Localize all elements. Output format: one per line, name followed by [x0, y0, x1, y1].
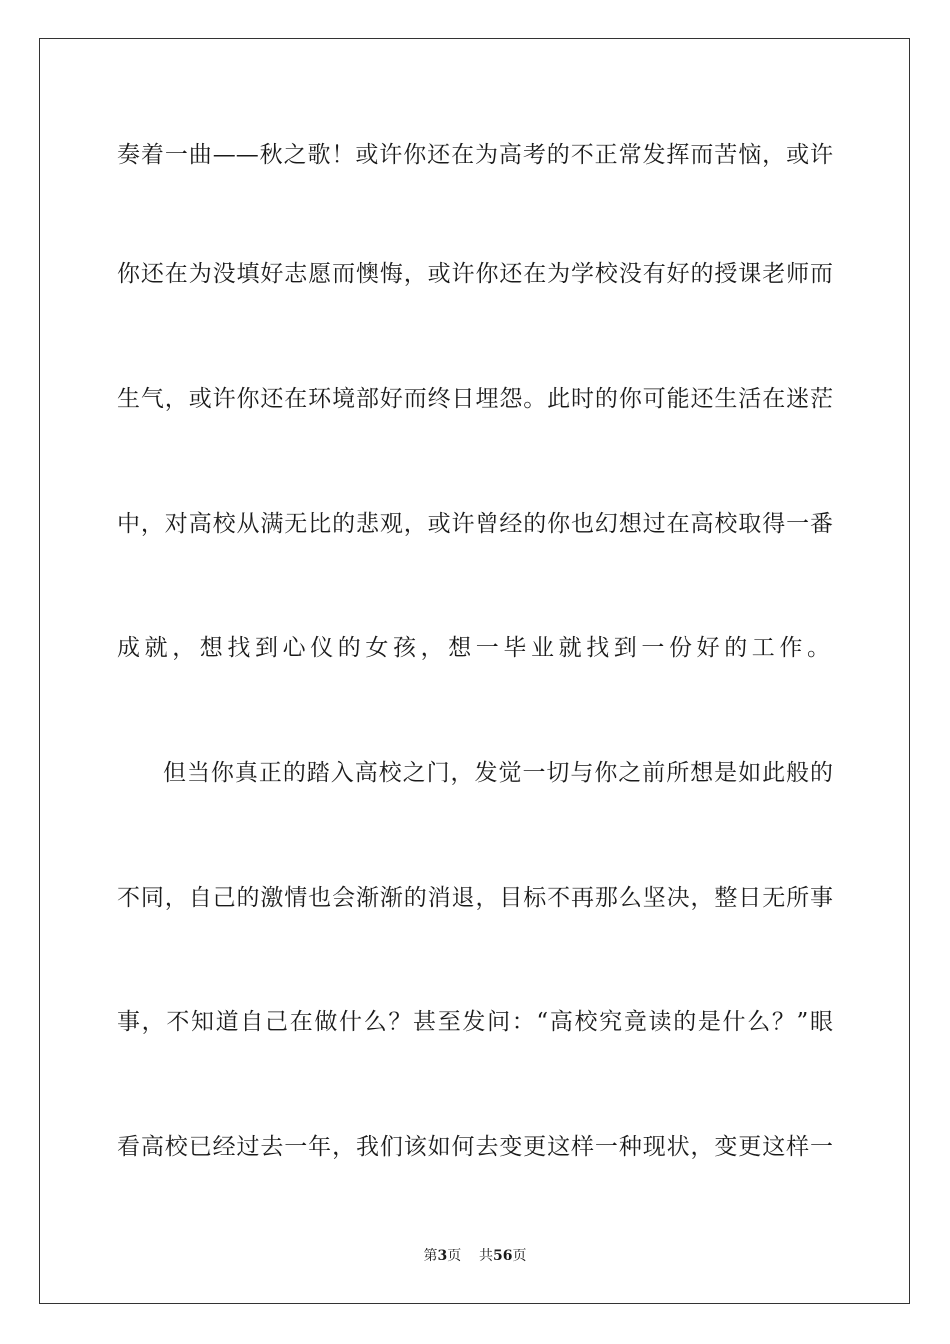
text-line: 成就，想找到心仪的女孩，想一毕业就找到一份好的工作。	[117, 635, 835, 661]
text-line: 事，不知道自己在做什么？甚至发问：“高校究竟读的是什么？”眼	[117, 1009, 833, 1035]
text-line: 奏着一曲——秋之歌！或许你还在为高考的不正常发挥而苦恼，或许	[117, 142, 833, 168]
total-prefix: 共	[479, 1248, 494, 1264]
text-line: 不同，自己的激情也会渐渐的消退，目标不再那么坚决，整日无所事	[117, 885, 833, 911]
text-line: 看高校已经过去一年，我们该如何去变更这样一种现状，变更这样一	[117, 1134, 833, 1160]
total-suffix: 页	[512, 1248, 527, 1264]
page-footer	[0, 1246, 950, 1266]
page-prefix: 第	[423, 1248, 438, 1264]
page-border	[39, 38, 910, 1304]
text-line: 中，对高校从满无比的悲观，或许曾经的你也幻想过在高校取得一番	[117, 511, 833, 537]
page-suffix: 页	[447, 1248, 462, 1264]
total-pages: 56	[493, 1248, 513, 1264]
text-line: 生气，或许你还在环境部好而终日埋怨。此时的你可能还生活在迷茫	[117, 386, 833, 412]
text-line: 你还在为没填好志愿而懊悔，或许你还在为学校没有好的授课老师而	[117, 261, 833, 287]
page-number: 3	[437, 1248, 448, 1264]
text-line: 但当你真正的踏入高校之门，发觉一切与你之前所想是如此般的	[163, 760, 833, 786]
